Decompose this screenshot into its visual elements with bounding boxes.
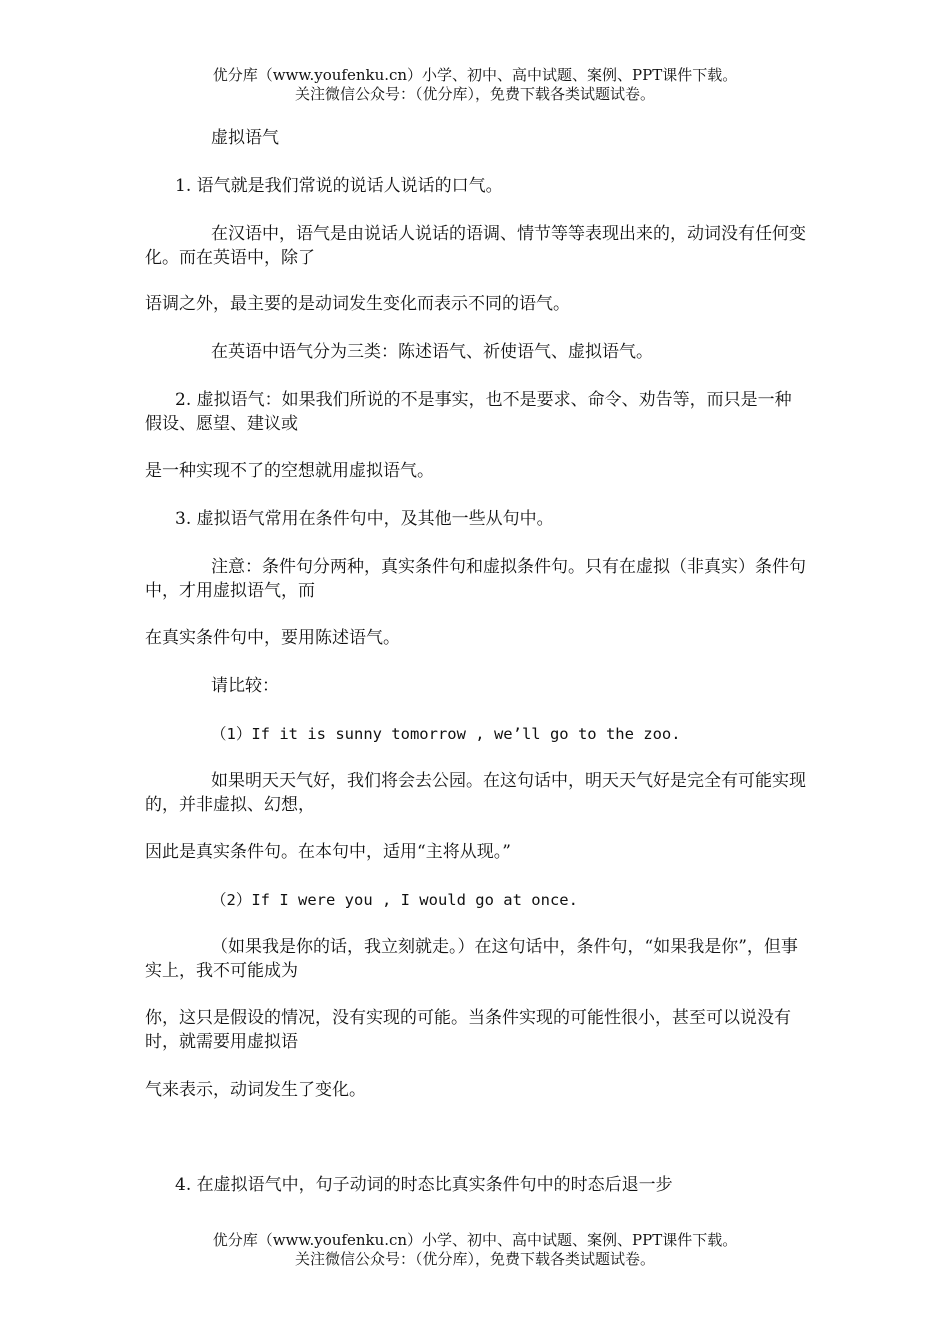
paragraph-18: 4. 在虚拟语气中，句子动词的时态比真实条件句中的时态后退一步 <box>175 1175 673 1195</box>
paragraph-5: 2. 虚拟语气：如果我们所说的不是事实，也不是要求、命令、劝告等，而只是一种假设、愿望、建议或 <box>145 390 792 434</box>
paragraph-7: 3. 虚拟语气常用在条件句中，及其他一些从句中。 <box>175 509 554 529</box>
paragraph-15: （如果我是你的话，我立刻就走。）在这句话中，条件句，“如果我是你”，但事实上，我不可能成为 <box>145 937 798 981</box>
paragraph-10: 请比较： <box>211 676 279 696</box>
paragraph-12: 如果明天天气好，我们将会去公园。在这句话中，明天天气好是完全有可能实现的，并非虚拟、幻想， <box>145 771 806 815</box>
paragraph-17: 气来表示，动词发生了变化。 <box>145 1080 366 1100</box>
paragraph-13: 因此是真实条件句。在本句中，适用“主将从现。” <box>145 842 511 862</box>
paragraph-2: 在汉语中，语气是由说话人说话的语调、情节等等表现出来的，动词没有任何变化。而在英语中，除了 <box>145 224 806 268</box>
page-header <box>0 66 950 104</box>
paragraph-16: 你，这只是假设的情况，没有实现的可能。当条件实现的可能性很小，甚至可以说没有时，就需要用虚拟语 <box>145 1008 791 1052</box>
footer-line-2: 关注微信公众号：（优分库），免费下载各类试题试卷。 <box>294 1250 655 1268</box>
header-line-2: 关注微信公众号：（优分库），免费下载各类试题试卷。 <box>294 85 655 103</box>
example-sentence-2: （2）If I were you , I would go at once. <box>211 891 578 909</box>
paragraph-6: 是一种实现不了的空想就用虚拟语气。 <box>145 461 434 481</box>
doc-title: 虚拟语气 <box>211 128 279 148</box>
example-sentence-1: （1）If it is sunny tomorrow , we’ll go to the zoo. <box>211 725 681 743</box>
paragraph-3: 语调之外，最主要的是动词发生变化而表示不同的语气。 <box>145 294 570 314</box>
paragraph-9: 在真实条件句中，要用陈述语气。 <box>145 628 400 648</box>
paragraph-1: 1. 语气就是我们常说的说话人说话的口气。 <box>175 176 503 196</box>
footer-line-1: 优分库（www.youfenku.cn）小学、初中、高中试题、案例、PPT课件下载。 <box>212 1231 738 1249</box>
paragraph-4: 在英语中语气分为三类：陈述语气、祈使语气、虚拟语气。 <box>211 342 653 362</box>
paragraph-8: 注意：条件句分两种，真实条件句和虚拟条件句。只有在虚拟（非真实）条件句中，才用虚拟语气，而 <box>145 557 806 601</box>
header-line-1: 优分库（www.youfenku.cn）小学、初中、高中试题、案例、PPT课件下载。 <box>212 66 738 84</box>
page-footer <box>0 1231 950 1269</box>
